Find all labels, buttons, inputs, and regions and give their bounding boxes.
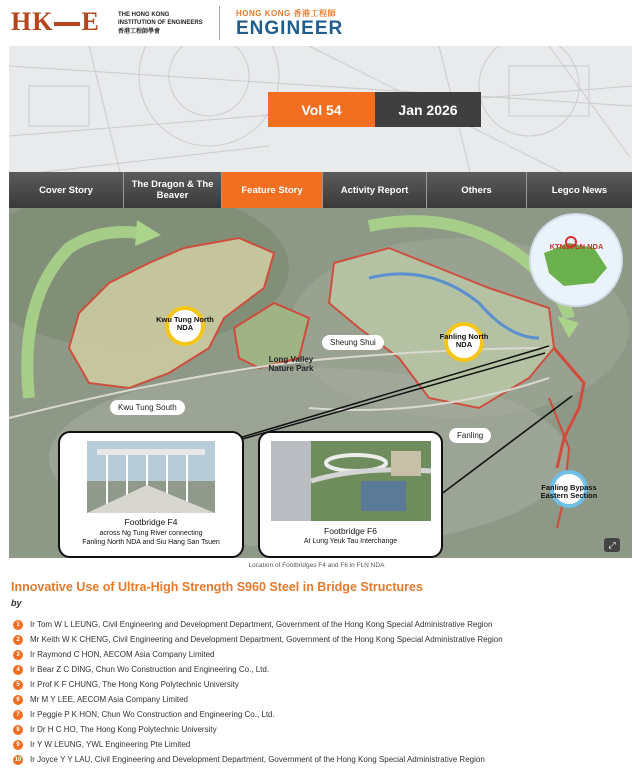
label-fanling-bypass: Fanling Bypass Eastern Section bbox=[540, 483, 598, 500]
footbridge-f6-callout bbox=[258, 431, 443, 558]
author-number: 10 bbox=[14, 756, 22, 763]
footbridge-f6-image bbox=[271, 441, 431, 521]
label-fanling-north: Fanling North NDA bbox=[439, 332, 489, 349]
author-text: Ir Tom W L LEUNG, Civil Engineering and Development Department, Government of the Hong Kong Special Administrative Region bbox=[30, 620, 493, 629]
byline-label: by bbox=[11, 598, 22, 608]
author-number: 2 bbox=[13, 635, 23, 645]
tab-cover-story[interactable]: Cover Story bbox=[9, 172, 124, 208]
issue-date-badge: Jan 2026 bbox=[375, 92, 481, 127]
author-item bbox=[13, 752, 503, 767]
hkie-name-line2: INSTITUTION OF ENGINEERS bbox=[118, 20, 203, 26]
footbridge-f6-line1: At Lung Yeuk Tau Interchange bbox=[303, 538, 398, 545]
label-fanling: Fanling bbox=[449, 428, 491, 443]
author-text: Ir Bear Z C DING, Chun Wo Construction and Engineering Co., Ltd. bbox=[30, 665, 270, 674]
site-header bbox=[0, 0, 633, 46]
tab-activity-report[interactable]: Activity Report bbox=[323, 172, 427, 208]
expand-icon[interactable]: ⤢ bbox=[604, 538, 620, 552]
footbridge-f4-line1: across Ng Tung River connecting bbox=[99, 530, 203, 537]
label-sheung-shui: Sheung Shui bbox=[322, 335, 384, 350]
author-list bbox=[13, 617, 503, 767]
location-map bbox=[9, 208, 632, 558]
label-kwu-tung-north: Kwu Tung North NDA bbox=[156, 315, 214, 332]
author-item bbox=[13, 632, 503, 647]
label-inset-nda: KTN&FLN NDA bbox=[549, 242, 604, 251]
author-number: 1 bbox=[13, 620, 23, 630]
author-item bbox=[13, 692, 503, 707]
label-kwu-tung-south: Kwu Tung South bbox=[110, 400, 185, 415]
author-text: Mr M Y LEE, AECOM Asia Company Limited bbox=[30, 695, 188, 704]
author-item bbox=[13, 677, 503, 692]
author-number: 6 bbox=[13, 695, 23, 705]
author-text: Ir Peggie P K HON, Chun Wo Construction and Engineering Co., Ltd. bbox=[30, 710, 275, 719]
footbridge-f6-title: Footbridge F6 bbox=[324, 526, 377, 536]
author-text: Ir Raymond C HON, AECOM Asia Company Limited bbox=[30, 650, 215, 659]
tab-dragon-beaver[interactable]: The Dragon & The Beaver bbox=[124, 172, 222, 208]
author-text: Ir Dr H C HO, The Hong Kong Polytechnic University bbox=[30, 725, 217, 734]
author-number: 7 bbox=[13, 710, 23, 720]
hkie-name-zh: 香港工程師學會 bbox=[118, 29, 161, 35]
author-item bbox=[13, 617, 503, 632]
author-text: Ir Joyce Y Y LAU, Civil Engineering and Development Department, Government of the Hong Kong Special Administrative Region bbox=[30, 755, 485, 764]
hkie-name-line1: THE HONG KONG bbox=[118, 12, 170, 18]
header-divider bbox=[219, 6, 220, 40]
tab-legco-news[interactable]: Legco News bbox=[527, 172, 632, 208]
footbridge-f4-image bbox=[87, 441, 215, 513]
hong-kong-engineer-logo[interactable] bbox=[236, 8, 343, 39]
author-number: 8 bbox=[13, 725, 23, 735]
volume-badge: Vol 54 bbox=[268, 92, 375, 127]
article-title: Innovative Use of Ultra-High Strength S960 Steel in Bridge Structures bbox=[11, 580, 423, 594]
author-number: 4 bbox=[13, 665, 23, 675]
main-nav bbox=[9, 172, 632, 208]
author-item bbox=[13, 662, 503, 677]
map-caption: Location of Footbridges F4 and F6 in FLN NDA bbox=[248, 562, 385, 569]
tab-others[interactable]: Others bbox=[427, 172, 527, 208]
footbridge-f4-callout bbox=[58, 431, 244, 558]
author-number: 5 bbox=[13, 680, 23, 690]
author-item bbox=[13, 722, 503, 737]
hkie-logo[interactable]: HK E bbox=[11, 7, 100, 36]
label-long-valley: Long Valley Nature Park bbox=[268, 355, 314, 373]
author-item bbox=[13, 647, 503, 662]
author-text: Mr Keith W K CHENG, Civil Engineering and Development Department, Government of the Hong Kong Special Administrative Region bbox=[30, 635, 503, 644]
author-item bbox=[13, 737, 503, 752]
author-number: 3 bbox=[13, 650, 23, 660]
footbridge-f4-line2: Fanling North NDA and Siu Hang San Tsuen bbox=[82, 539, 220, 546]
magazine-logo-main: ENGINEER bbox=[236, 18, 344, 39]
author-text: Ir Y W LEUNG, YWL Engineering Pte Limited bbox=[30, 740, 191, 749]
footbridge-f4-title: Footbridge F4 bbox=[124, 517, 178, 527]
author-item bbox=[13, 707, 503, 722]
author-number: 9 bbox=[13, 740, 23, 750]
author-text: Ir Prof K F CHUNG, The Hong Kong Polytechnic University bbox=[30, 680, 239, 689]
tab-feature-story[interactable]: Feature Story bbox=[222, 172, 323, 208]
magazine-logo-top: HONG KONG 香港工程師 bbox=[236, 9, 336, 18]
hkie-name bbox=[118, 11, 203, 36]
